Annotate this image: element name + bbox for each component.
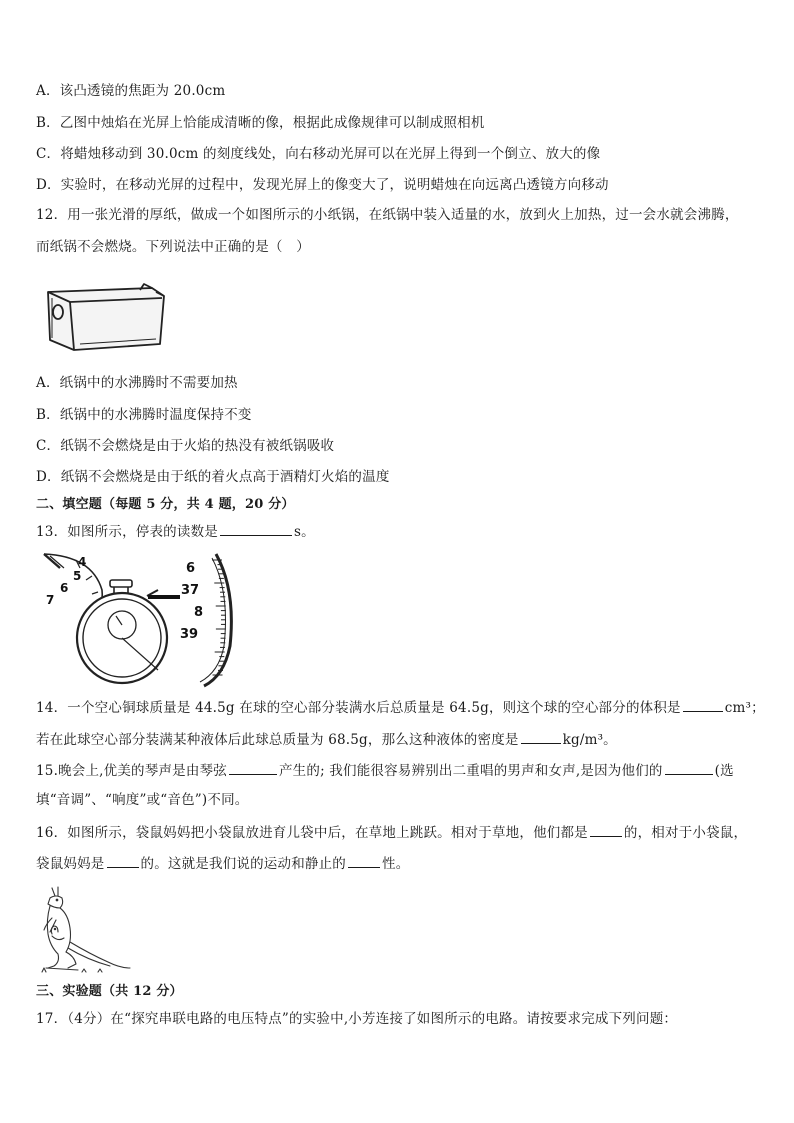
kangaroo-figure — [38, 884, 134, 974]
q14-unit-1: cm³； — [724, 700, 765, 716]
second-label-8: 8 — [194, 605, 204, 620]
q12-option-c: C．纸锅不会燃烧是由于火焰的热没有被纸锅吸收 — [36, 438, 335, 454]
second-label-37: 37 — [181, 583, 200, 598]
q13-stem — [36, 521, 315, 541]
q11-option-b: B．乙图中烛焰在光屏上恰能成清晰的像，根据此成像规律可以制成照相机 — [36, 115, 485, 131]
q16-blank-1[interactable] — [590, 822, 622, 837]
q16-text-b: 的，相对于小袋鼠， — [623, 825, 748, 841]
section-fill-in-title: 二、填空题（每题 5 分，共 4 题，20 分） — [36, 497, 295, 512]
q15-text-b: 产生的; 我们能很容易辨别出二重唱的男声和女声,是因为他们的 — [278, 763, 663, 779]
q12-option-a: A．纸锅中的水沸腾时不需要加热 — [36, 375, 238, 391]
q12-stem-line1: 12．用一张光滑的厚纸，做成一个如图所示的小纸锅，在纸锅中装入适量的水，放到火上加热，过一会水就会沸腾， — [36, 207, 739, 223]
q16-text-e: 性。 — [382, 856, 410, 872]
second-pointer — [148, 595, 180, 599]
q15-text-c: (选 — [714, 763, 734, 779]
second-label-39: 39 — [180, 627, 199, 642]
q14-blank-volume[interactable] — [683, 697, 723, 712]
q16-text-a: 16．如图所示，袋鼠妈妈把小袋鼠放进育儿袋中后，在草地上跳跃。相对于草地，他们都是 — [36, 825, 588, 841]
q15-blank-1[interactable] — [229, 760, 277, 775]
q15-blank-2[interactable] — [665, 760, 713, 775]
q11-option-c: C．将蜡烛移动到 30.0cm 的刻度线处，向右移动光屏可以在光屏上得到一个倒立、放大的像 — [36, 146, 601, 162]
q17-stem: 17．（4分）在“探究串联电路的电压特点”的实验中,小芳连接了如图所示的电路。请按要求完成下列问题： — [36, 1011, 678, 1027]
second-label-6: 6 — [186, 561, 196, 576]
q11-option-a: A．该凸透镜的焦距为 20.0cm — [36, 83, 226, 99]
q14-unit-2: kg/m³。 — [562, 732, 617, 748]
minute-label-7: 7 — [46, 593, 55, 607]
paper-pot-figure — [40, 282, 170, 354]
minute-label-5: 5 — [73, 569, 82, 583]
q15-text-a: 15.晚会上,优美的琴声是由琴弦 — [36, 763, 227, 779]
q13-text-pre: 13．如图所示，停表的读数是 — [36, 524, 218, 540]
stopwatch-figure — [36, 550, 236, 688]
q14-text-2: 若在此球空心部分装满某种液体后此球总质量为 68.5g，那么这种液体的密度是 — [36, 732, 519, 748]
q15-line1 — [36, 760, 734, 780]
section-experiment-title: 三、实验题（共 12 分） — [36, 984, 183, 999]
minute-label-4: 4 — [78, 555, 87, 569]
q12-option-b: B．纸锅中的水沸腾时温度保持不变 — [36, 407, 252, 423]
q12-option-d: D．纸锅不会燃烧是由于纸的着火点高于酒精灯火焰的温度 — [36, 469, 390, 485]
q16-blank-3[interactable] — [348, 853, 380, 868]
q14-text-1: 14．一个空心铜球质量是 44.5g 在球的空心部分装满水后总质量是 64.5g，则这个球的空心部分的体积是 — [36, 700, 681, 716]
q14-line2 — [36, 729, 617, 749]
q13-text-post: s。 — [293, 524, 315, 540]
q15-line2: 填“音调”、“响度”或“音色”)不同。 — [36, 792, 249, 808]
q16-blank-2[interactable] — [107, 853, 139, 868]
q14-line1 — [36, 697, 765, 717]
q13-answer-blank[interactable] — [220, 521, 292, 536]
q16-text-c: 袋鼠妈妈是 — [36, 856, 105, 872]
q11-option-d: D．实验时，在移动光屏的过程中，发现光屏上的像变大了，说明蜡烛在向远离凸透镜方向移动 — [36, 177, 609, 193]
q16-line1 — [36, 822, 747, 842]
q12-stem-line2: 而纸锅不会燃烧。下列说法中正确的是（ ） — [36, 239, 310, 255]
q16-text-d: 的。这就是我们说的运动和静止的 — [140, 856, 346, 872]
minute-label-6: 6 — [60, 581, 69, 595]
q14-blank-density[interactable] — [521, 729, 561, 744]
q16-line2 — [36, 853, 409, 873]
